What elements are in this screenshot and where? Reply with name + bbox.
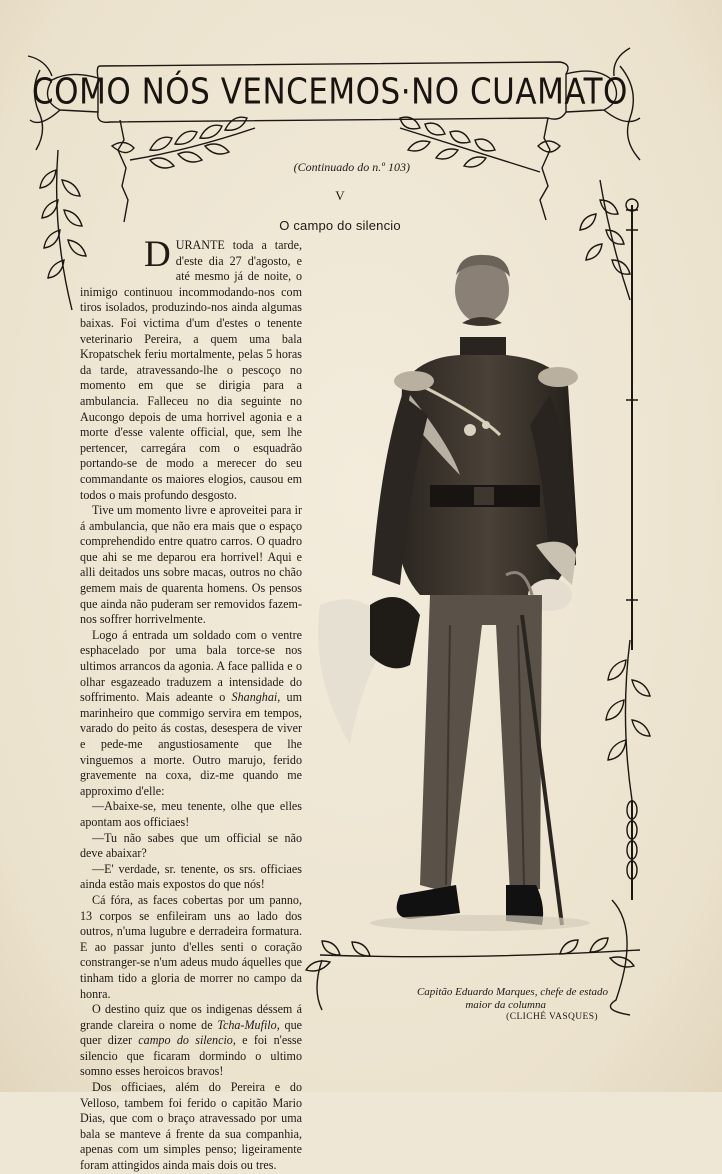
officer-photograph (310, 245, 595, 940)
paragraph: Tive um momento livre e aproveitei para ir á ambulancia, que não era mais que o espaço comprehendido entre quatro carros. O quadro que ahi se me deparou era horrivel! Aqui e alli deitados uns sobre macas, outros no chão gemem mais de quarenta homens. Os pensos que ainda não puderam ser removidos fazem-nos soffrer horrivelmente. (80, 503, 302, 627)
left-torch (118, 120, 128, 222)
paragraph: —Tu não sabes que um official se não deve abaixar? (80, 830, 302, 861)
photo-credit: (CLICHÉ VASQUES) (506, 1012, 598, 1022)
section-numeral: V (335, 188, 345, 203)
continued-note: (Continuado do n.º 103) (293, 160, 410, 174)
paragraph: Cá fóra, as faces cobertas por um panno, 13 corpos se enfileiram uns ao lado dos outros, n'uma lugubre e derradeira formatura. E ao passar junto d'elles senti o coração constranger-se n'um adeus mudo áquelles que tinham tido a gloria de morrer no campo da honra. (80, 892, 302, 1001)
section-title: O campo do silencio (279, 218, 401, 233)
page-title: COMO NÓS VENCEMOS·NO CUAMATO (32, 71, 628, 113)
photo-caption (340, 986, 608, 1024)
paragraph: Logo á entrada um soldado com o ventre esphacelado por uma bala torce-se nos ultimos arrancos da agonia. A face pallida e o olhar esgazeado traduzem a intensidade do soffrimento. Mais adeante o Shanghai, um marinheiro que commigo servira em tempos, varado do peito ás costas, desespera de viver e pede-me angustiosamente que lhe vinguemos a morte. Outro marujo, ferido gravemente na coxa, diz-me quando me approximo d'elle: (80, 627, 303, 798)
paragraph: —E' verdade, sr. tenente, os srs. officiaes ainda estão mais expostos do que nós! (80, 861, 302, 892)
article-body (80, 234, 303, 1174)
drop-cap: D (144, 234, 171, 275)
paragraph: O destino quiz que os indigenas déssem á grande clareira o nome de Tcha-Mufilo, que quer dizer campo do silencio, e foi n'esse silencio que ficaram dormindo o ultimo somno esses heroicos bravos! (80, 1002, 302, 1079)
caption-line: Capitão Eduardo Marques, chefe de estado (416, 986, 608, 998)
title-banner (32, 64, 628, 120)
right-torch (540, 118, 550, 220)
paragraph: DURANTE toda a tarde, d'este dia 27 d'agosto, e até mesmo já de noite, o inimigo continuou incommodando-nos com tiros isolados, produzindo-nos ainda algumas baixas. Foi victima d'um d'estes o tenente veterinario Pereira, a quem uma bala Kropatschek feriu mortalmente, pelas 5 horas da tarde, atravessando-lhe o pescoço no momento em que se dirigia para a ambulancia. Falleceu no dia seguinte no Aucongo depois de uma horrivel agonia e a morte d'esse valente official, que, sem lhe pertencer, carregára com o esquadrão portando-se de modo a merecer do seu commandante os maiores elogios, causou em todos o mais profundo desgosto. (80, 234, 302, 502)
caption-line: maior da columna (465, 998, 546, 1011)
paragraph: —Abaixe-se, meu tenente, olhe que elles apontam aos officiaes! (80, 799, 302, 829)
paragraph: Dos officiaes, além do Pereira e do Velloso, tambem foi ferido o capitão Mario Dias, que com o braço atravessado por uma bala se manteve á frente da sua companhia, apenas com um simples penso; ligeiramente foram attingidos ainda mais dois ou tres. (80, 1080, 302, 1173)
